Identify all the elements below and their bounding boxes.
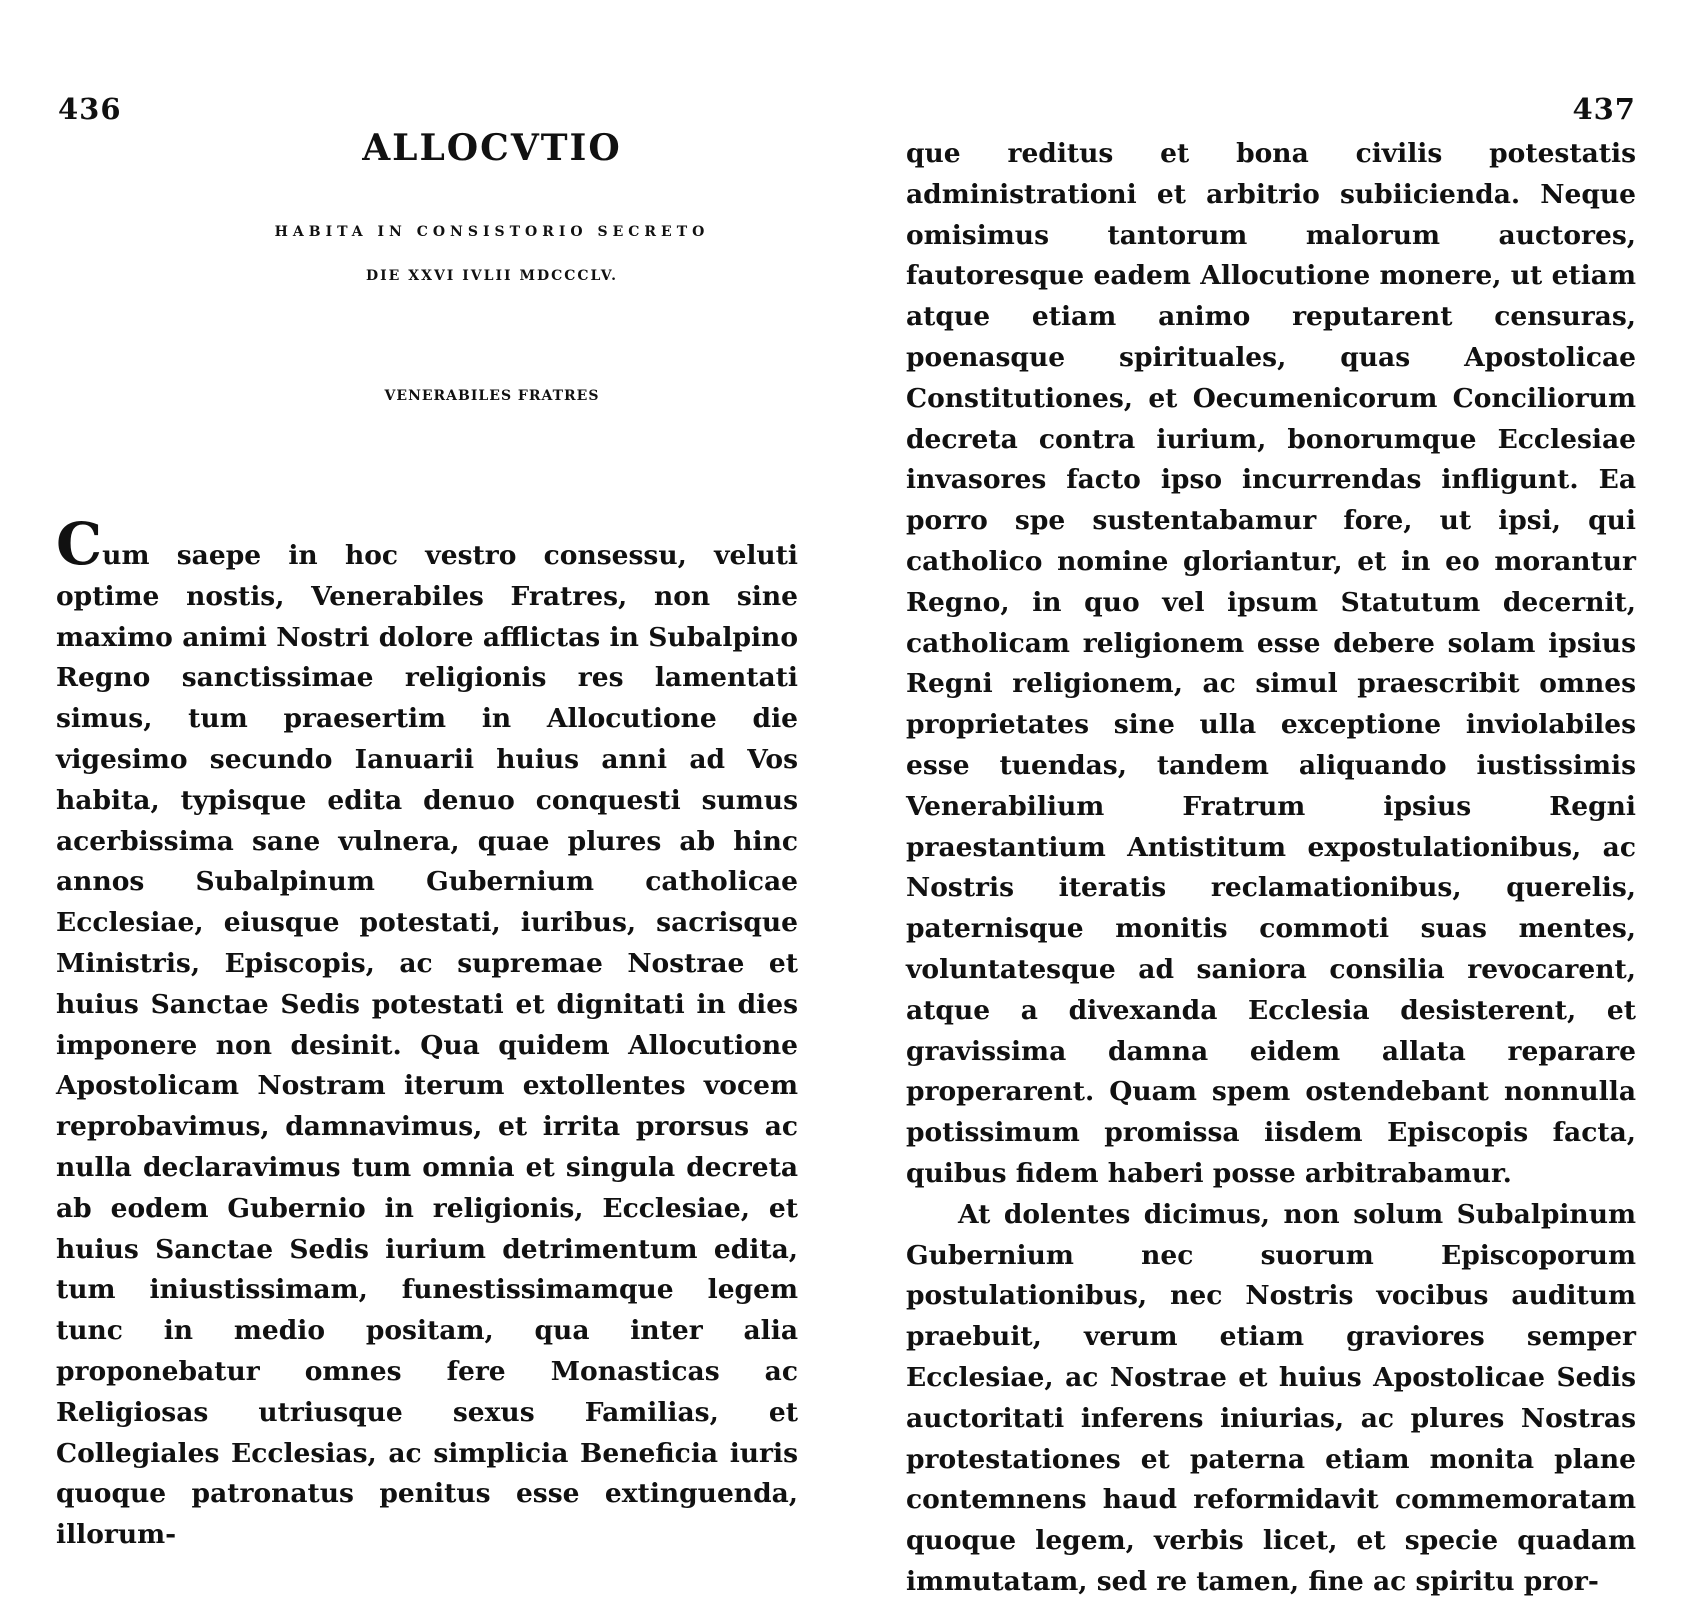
drop-cap: C [56, 510, 103, 578]
right-paragraph-2: At dolentes dicimus, non solum Subalpinum Gubernium nec suorum Episcoporum postulationibus, nec Nostris vocibus auditum praebuit, verum etiam graviores semper Ecclesiae, ac Nostrae et huius Apostolicae Sedis auctoritati inferens iniurias, ac plures Nostras protestationes et paterna etiam monita plane contemnens haud reformidavit commemoratam quoque legem, verbis licet, et specie quadam immutatam, sed re tamen, fine ac spiritu pror- [906, 1198, 1636, 1597]
right-body-text [906, 134, 1636, 1603]
document-title: ALLOCVTIO [362, 127, 622, 169]
salutation: VENERABILES FRATRES [384, 388, 600, 404]
right-page-number: 437 [1572, 92, 1636, 126]
right-page [906, 0, 1636, 1597]
left-body-text [56, 510, 798, 1556]
left-paragraph [56, 510, 798, 1556]
right-paragraph-1: que reditus et bona civilis potestatis administrationi et arbitrio subiicienda. Neque omisimus tantorum malorum auctores, fautoresque eadem Allocutione monere, ut etiam atque etiam animo reputarent censuras, poenasque spirituales, quas Apostolicae Constitutiones, et Oecumenicorum Conciliorum decreta contra iurium, bonorumque Ecclesiae invasores facto ipso incurrendas infligunt. Ea porro spe sustentabamur fore, ut ipsi, qui catholico nomine gloriantur, et in eo morantur Regno, in quo vel ipsum Statutum decernit, catholicam religionem esse debere solam ipsius Regni religionem, ac simul praescribit omnes proprietates sine ulla exceptione inviolabiles esse tuendas, tandem aliquando iustissimis Venerabilium Fratrum ipsius Regni praestantium Antistitum expostulationibus, ac Nostris iteratis reclamationibus, querelis, paternisque monitis commoti suas mentes, voluntatesque ad saniora consilia revocarent, atque a divexanda Ecclesia desisterent, et gravissima damna eidem allata reparare properarent. Quam spem ostendebant nonnulla potissimum promissa iisdem Episcopis facta, quibus fidem haberi posse arbitrabamur. [906, 138, 1636, 1189]
left-page [56, 0, 798, 1551]
left-page-number: 436 [58, 92, 122, 126]
left-paragraph-text: um saepe in hoc vestro consessu, veluti optime nostis, Venerabiles Fratres, non sine maximo animi Nostri dolore afflictas in Subalpino Regno sanctissimae religionis res lamentati simus, tum praesertim in Allocutione die vigesimo secundo Ianuarii huius anni ad Vos habita, typisque edita denuo conquesti sumus acerbissima sane vulnera, quae plures ab hinc annos Subalpinum Gubernium catholicae Ecclesiae, eiusque potestati, iuribus, sacrisque Ministris, Episcopis, ac supremae Nostrae et huius Sanctae Sedis potestati et dignitati in dies imponere non desinit. Qua quidem Allocutione Apostolicam Nostram iterum extollentes vocem reprobavimus, damnavimus, et irrita prorsus ac nulla declaravimus tum omnia et singula decreta ab eodem Gubernio in religionis, Ecclesiae, et huius Sanctae Sedis iurium detrimentum edita, tum iniustissimam, funestissimamque legem tunc in medio positam, qua inter alia proponebatur omnes fere Monasticas ac Religiosas utriusque sexus Familias, et Collegiales Ecclesias, ac simplicia Beneficia iuris quoque patronatus penitus esse extinguenda, illorum- [56, 540, 798, 1551]
subtitle-line-1: HABITA IN CONSISTORIO SECRETO [274, 224, 710, 240]
subtitle-line-2: DIE XXVI IVLII MDCCCLV. [365, 268, 618, 284]
